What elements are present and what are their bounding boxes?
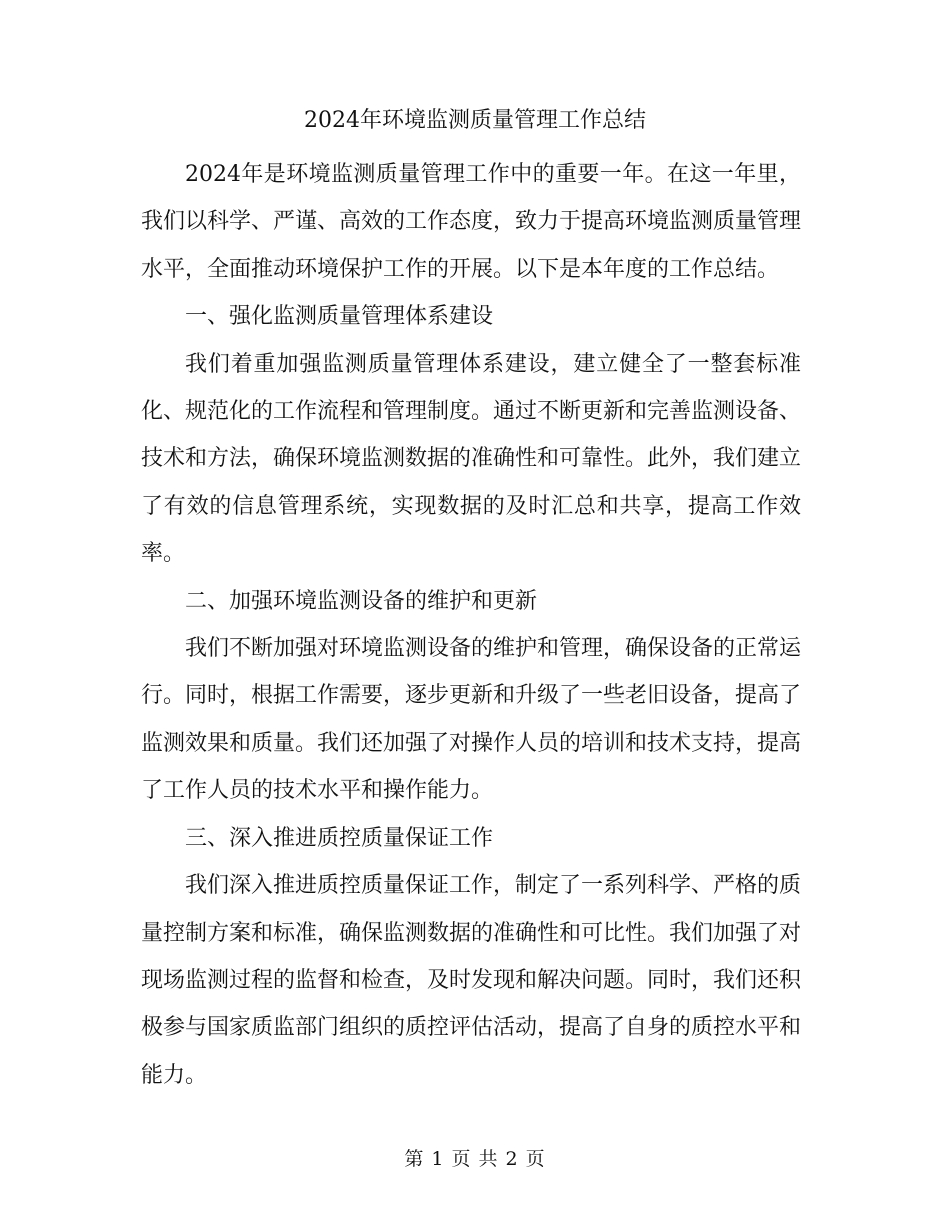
section-heading-3: 三、深入推进质控质量保证工作 <box>185 825 494 851</box>
section-heading-2: 二、加强环境监测设备的维护和更新 <box>185 588 538 614</box>
section-paragraph-2: 我们不断加强对环境监测设备的维护和管理，确保设备的正常运行。同时，根据工作需要，逐步更新和升级了一些老旧设备，提高了监测效果和质量。我们还加强了对操作人员的培训和技术支持，提高了工作人员的技术水平和操作能力。 <box>141 636 802 804</box>
document-title: 2024年环境监测质量管理工作总结 <box>304 108 646 133</box>
page-footer: 第 1 页 共 2 页 <box>404 1148 546 1170</box>
section-heading-1: 一、强化监测质量管理体系建设 <box>185 304 494 330</box>
intro-paragraph: 2024年是环境监测质量管理工作中的重要一年。在这一年里，我们以科学、严谨、高效的工作态度，致力于提高环境监测质量管理水平，全面推动环境保护工作的开展。以下是本年度的工作总结。 <box>141 162 802 282</box>
section-paragraph-1: 我们着重加强监测质量管理体系建设，建立健全了一整套标准化、规范化的工作流程和管理制度。通过不断更新和完善监测设备、技术和方法，确保环境监测数据的准确性和可靠性。此外，我们建立了有效的信息管理系统，实现数据的及时汇总和共享，提高工作效率。 <box>141 351 802 567</box>
section-paragraph-3: 我们深入推进质控质量保证工作，制定了一系列科学、严格的质量控制方案和标准，确保监测数据的准确性和可比性。我们加强了对现场监测过程的监督和检查，及时发现和解决问题。同时，我们还积极参与国家质监部门组织的质控评估活动，提高了自身的质控水平和能力。 <box>141 873 802 1088</box>
document-body <box>141 151 801 1099</box>
